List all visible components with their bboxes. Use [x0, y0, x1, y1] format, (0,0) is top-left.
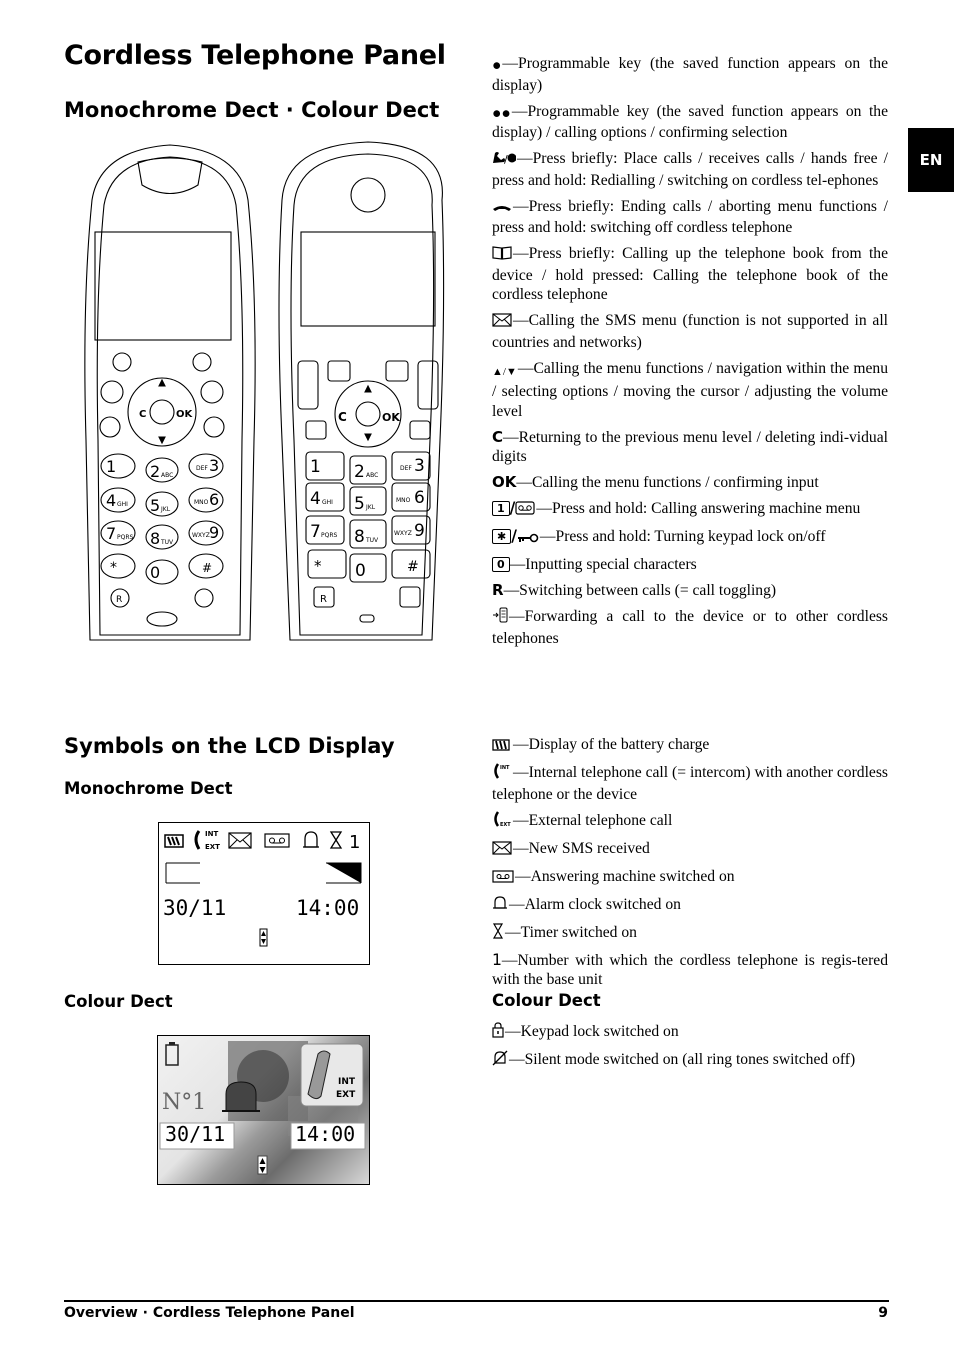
p2-ghi: GHI — [322, 499, 333, 506]
list-item: ●●—Programmable key (the saved function appears on the display) / calling options / confirming selection — [492, 102, 888, 141]
p2-key-8: 8 — [354, 527, 365, 547]
p2-key-6: 6 — [414, 488, 425, 508]
colour-lcd-battery-icon — [166, 1042, 178, 1065]
list-item: —Press briefly: Calling up the telephone book from the device / hold pressed: Calling the telephone book of the cordless telephone — [492, 245, 888, 303]
lcd-softkey-left-field — [166, 863, 200, 883]
lcd-phone-int-ext-icon — [196, 831, 199, 849]
lcd-envelope-icon — [229, 833, 251, 848]
p1-abc: ABC — [161, 472, 174, 479]
list-item: —New SMS received — [492, 839, 888, 861]
list-item: OK—Calling the menu functions / confirming input — [492, 473, 819, 491]
key-1-icon: 1 — [492, 501, 510, 516]
list-item: —Display of the battery charge — [492, 735, 888, 757]
page-title: Cordless Telephone Panel — [64, 40, 446, 71]
list-item: 1—Number with which the cordless telephone is regis-tered with the base unit — [492, 950, 888, 988]
lcd-answering-machine-icon — [265, 834, 289, 847]
p2-r: R — [320, 594, 327, 605]
p2-abc: ABC — [366, 472, 379, 479]
r-key-label: R — [492, 581, 504, 599]
page-number: 9 — [878, 1305, 888, 1321]
symbol-list — [492, 735, 888, 996]
list-item: 1 / —Press and hold: Calling answering machine menu — [492, 499, 888, 521]
p1-key-2: 2 — [150, 462, 161, 481]
p1-hash: # — [202, 561, 213, 575]
colour-heading-left: Colour Dect — [64, 992, 173, 1011]
navigation-arrows-icon: ▲/▼ — [492, 365, 517, 378]
p1-pqrs: PQRS — [117, 534, 134, 541]
monochrome-lcd — [158, 822, 370, 965]
p2-key-0: 0 — [355, 561, 366, 581]
p1-tuv: TUV — [161, 539, 174, 546]
colour-heading-right: Colour Dect — [492, 991, 601, 1010]
p2-jkl: JKL — [366, 504, 376, 511]
list-item: —Timer switched on — [492, 923, 888, 945]
p2-star: * — [314, 557, 322, 575]
p1-key-5: 5 — [150, 496, 161, 515]
battery-icon — [492, 737, 512, 757]
p2-key-7: 7 — [310, 522, 321, 542]
colour-lcd-time: 14:00 — [295, 1122, 356, 1146]
p2-key-4: 4 — [310, 489, 321, 509]
phonebook-icon — [492, 246, 512, 266]
p1-key-6: 6 — [209, 490, 220, 509]
sms-envelope-icon — [492, 313, 512, 333]
list-item: —Forwarding a call to the device or to other cordless telephones — [492, 608, 888, 647]
p1-r: R — [116, 595, 123, 605]
p1-key-1: 1 — [106, 457, 117, 476]
p2-pqrs: PQRS — [321, 532, 338, 539]
call-handsfree-icon — [492, 151, 516, 171]
list-item: —Keypad lock switched on — [492, 1022, 888, 1044]
list-item: —Answering machine switched on — [492, 867, 888, 889]
timer-icon — [492, 923, 504, 945]
list-item: —Alarm clock switched on — [492, 895, 888, 917]
handset-number-symbol: 1 — [492, 950, 502, 969]
p1-ok-key: OK — [176, 409, 193, 420]
list-item: ●—Programmable key (the saved function appears on the display) — [492, 55, 888, 94]
double-dot-key-icon: ●● — [492, 104, 511, 122]
lcd-timer-icon — [331, 832, 341, 848]
footer-rule — [64, 1300, 889, 1302]
key-lock-icon — [517, 529, 539, 549]
lcd-softkey-right-field — [326, 863, 361, 883]
star-key-icon: ✱ — [492, 529, 511, 544]
external-call-icon — [492, 811, 512, 833]
answering-machine-key-icon — [515, 501, 535, 521]
symbols-heading: Symbols on the LCD Display — [64, 734, 395, 758]
p2-wxyz: WXYZ — [394, 530, 412, 537]
p1-mno: MNO — [194, 499, 209, 506]
p1-key-3: 3 — [209, 456, 220, 475]
colour-lcd-int: INT — [338, 1077, 356, 1087]
alarm-clock-icon — [492, 895, 508, 917]
p2-mno: MNO — [396, 497, 411, 504]
footer-section-title: Overview · Cordless Telephone Panel — [64, 1305, 355, 1321]
list-item: EXT —External telephone call — [492, 811, 888, 833]
lcd-handset-number: 1 — [349, 832, 361, 853]
phone-illustrations — [70, 140, 450, 645]
list-item: ✱ / —Press and hold: Turning keypad lock on/off — [492, 527, 888, 549]
list-item: —Silent mode switched on (all ring tones switched off) — [492, 1050, 888, 1072]
p1-c-key: C — [139, 409, 147, 420]
p2-key-9: 9 — [414, 521, 425, 541]
list-item: R—Switching between calls (= call toggling) — [492, 581, 777, 599]
svg-text:EXT: EXT — [500, 821, 511, 827]
p2-key-1: 1 — [310, 457, 321, 477]
panel-key-list — [492, 54, 888, 655]
list-item: —Press briefly: Ending calls / aborting menu functions / press and hold: switching off cordless telephone — [492, 197, 888, 236]
list-item: ▲/▼—Calling the menu functions / navigation within the menu / selecting options / moving the cursor / adjusting the volume level — [492, 359, 888, 420]
p1-def: DEF — [196, 465, 208, 472]
language-tab: EN — [908, 128, 954, 192]
lcd-ext-label: EXT — [205, 843, 220, 851]
colour-lcd-scroll-icon — [258, 1156, 267, 1174]
p2-key-3: 3 — [414, 456, 425, 476]
answering-machine-icon — [492, 869, 514, 889]
lcd-battery-icon — [165, 835, 183, 847]
p1-key-8: 8 — [150, 529, 161, 548]
lcd-date: 30/11 — [163, 896, 227, 920]
dot-key-icon: ● — [492, 57, 502, 74]
colour-lcd-handset-number: N°1 — [162, 1090, 207, 1115]
ok-key-label: OK — [492, 473, 517, 491]
svg-text:/: / — [504, 153, 508, 165]
p2-hash: # — [407, 559, 419, 575]
key-0-icon: 0 — [492, 557, 510, 572]
lcd-time: 14:00 — [296, 896, 360, 920]
colour-lcd-date: 30/11 — [165, 1122, 226, 1146]
svg-text:INT: INT — [500, 765, 510, 771]
panel-subtitle: Monochrome Dect · Colour Dect — [64, 98, 440, 122]
monochrome-heading: Monochrome Dect — [64, 779, 233, 798]
p2-tuv: TUV — [366, 537, 379, 544]
p1-key-7: 7 — [106, 524, 117, 543]
internal-call-icon — [492, 763, 512, 785]
p2-ok-key: OK — [382, 411, 400, 424]
list-item: 0 —Inputting special characters — [492, 555, 888, 575]
p2-def: DEF — [400, 465, 412, 472]
p2-key-5: 5 — [354, 494, 365, 514]
keypad-lock-icon — [492, 1022, 504, 1044]
silent-mode-icon — [492, 1050, 508, 1072]
call-forward-icon — [492, 607, 508, 629]
colour-lcd-ext: EXT — [336, 1090, 356, 1100]
lcd-int-label: INT — [205, 830, 219, 838]
p2-c-key: C — [338, 410, 347, 424]
p1-ghi: GHI — [117, 501, 128, 508]
new-sms-icon — [492, 841, 512, 861]
list-item: INT —Internal telephone call (= intercom) with another cordless telephone or the device — [492, 764, 888, 803]
p1-jkl: JKL — [161, 506, 171, 513]
p1-key-0: 0 — [150, 563, 161, 582]
p1-key-9: 9 — [209, 523, 220, 542]
p1-wxyz: WXYZ — [192, 532, 210, 539]
lcd-alarm-bell-icon — [303, 832, 319, 847]
p2-key-2: 2 — [354, 462, 365, 482]
p1-star: * — [110, 560, 117, 576]
c-key-label: C — [492, 427, 504, 446]
list-item: / —Press briefly: Place calls / receives calls / hands free / press and hold: Redialling / switching on cordless tel-ephones — [492, 150, 888, 189]
colour-symbol-list — [492, 1022, 888, 1078]
list-item: C—Returning to the previous menu level / deleting indi-vidual digits — [492, 427, 888, 465]
end-call-icon — [492, 199, 512, 219]
colour-lcd — [157, 1035, 370, 1185]
list-item: —Calling the SMS menu (function is not supported in all countries and networks) — [492, 312, 888, 351]
p1-key-4: 4 — [106, 491, 117, 510]
lcd-scroll-arrows-icon — [260, 929, 267, 946]
